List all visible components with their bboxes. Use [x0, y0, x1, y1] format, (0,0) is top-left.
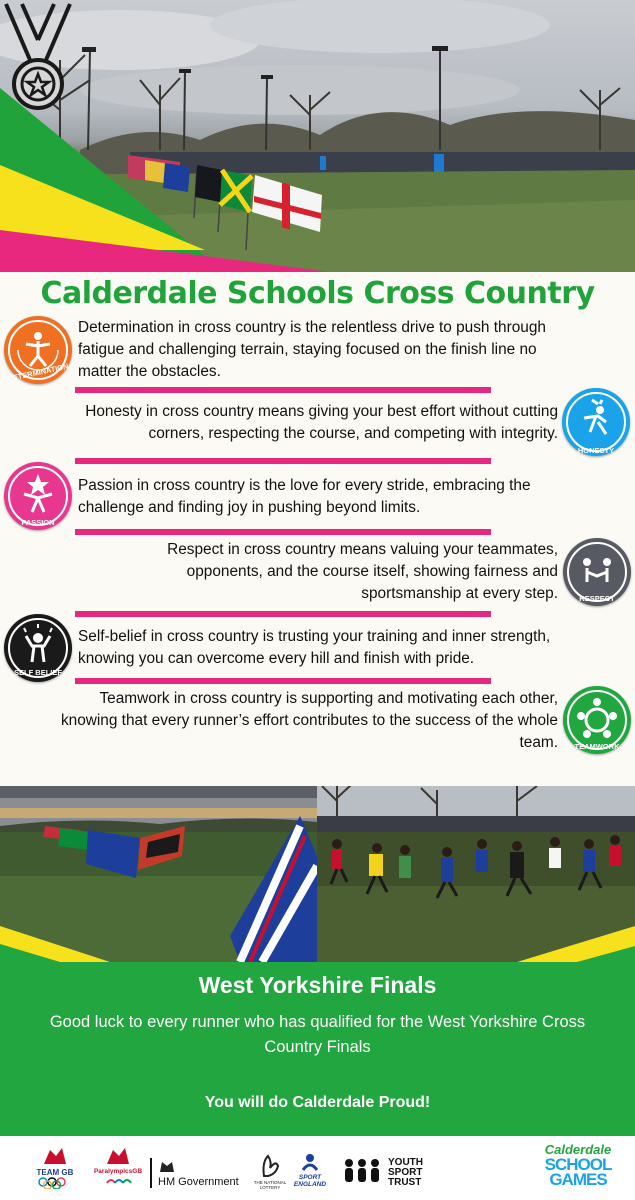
- determination-badge-label: DETERMINATION: [6, 361, 70, 384]
- yst-figures-icon: [342, 1158, 382, 1184]
- divider-5: [75, 678, 491, 684]
- photo-flags: [0, 786, 317, 962]
- paralympics-gb-logo: [90, 1144, 146, 1189]
- respect-text: Respect in cross country means valuing your teammates, opponents, and the course itself, showing fairness and sportsmanship at every step.: [167, 541, 558, 602]
- paralympics-icon: [103, 1144, 133, 1166]
- teamwork-badge-label: TEAMWORK: [574, 742, 620, 751]
- hm-government-logo: [150, 1158, 248, 1188]
- honesty-badge-label: HONESTY: [577, 446, 615, 455]
- hero-scene: [0, 0, 635, 272]
- hm-government-label: HM Government: [158, 1176, 239, 1188]
- team-gb-label: TEAM GB: [36, 1168, 74, 1177]
- divider-2: [75, 458, 491, 464]
- self-belief-text: Self-belief in cross country is trusting your training and inner strength, knowing you can overcome every hill and finish with pride.: [78, 628, 551, 667]
- crest-icon: [158, 1158, 176, 1174]
- sg-line-1: Calderdale: [544, 1142, 612, 1157]
- calderdale-school-games-logo: [528, 1142, 628, 1187]
- hero-photo: [0, 0, 635, 272]
- passion-text: Passion in cross country is the love for every stride, embracing the challenge and finding joy in pushing beyond limits.: [78, 477, 531, 516]
- olympic-rings-icon: [37, 1177, 73, 1189]
- sg-line-2: SCHOOL: [544, 1155, 612, 1174]
- photo-runners: [317, 786, 635, 962]
- team-gb-logo: [30, 1144, 80, 1191]
- finals-panel: [0, 962, 635, 1136]
- sport-england-logo: [290, 1152, 330, 1188]
- medal-icon: [0, 0, 76, 112]
- page-title: Calderdale Schools Cross Country: [40, 276, 595, 311]
- sponsor-logos: [0, 1136, 635, 1200]
- determination-text: Determination in cross country is the relentless drive to push through fatigue and challenging terrain, staying focused on the finish line no matter the obstacles.: [78, 319, 546, 380]
- honesty-text: Honesty in cross country means giving your best effort without cutting corners, respecting the course, and competing with integrity.: [85, 403, 558, 442]
- agitos-icon: [103, 1175, 133, 1187]
- yst-line-1: YOUTH: [388, 1157, 423, 1168]
- divider-4: [75, 611, 491, 617]
- sport-england-icon: [297, 1152, 323, 1172]
- teamwork-text: Teamwork in cross country is supporting and motivating each other, knowing that every runner’s effort contributes to the success of the whole team.: [60, 690, 558, 751]
- crossed-fingers-icon: [256, 1152, 284, 1178]
- national-lottery-label: THE NATIONAL LOTTERY: [253, 1180, 287, 1190]
- divider-1: [75, 387, 491, 393]
- sport-england-label: SPORT ENGLAND: [293, 1174, 327, 1188]
- national-lottery-logo: [252, 1152, 288, 1190]
- yst-line-2: SPORT: [388, 1167, 423, 1178]
- paralympics-label: ParalympicsGB: [93, 1168, 143, 1175]
- sg-line-3: GAMES: [549, 1170, 607, 1189]
- self-belief-badge-label: SELF BELIEF: [14, 668, 62, 677]
- finals-heading: West Yorkshire Finals: [198, 972, 437, 998]
- respect-badge-label: RESPECT: [579, 594, 615, 603]
- divider-3: [75, 529, 491, 535]
- finals-message: Good luck to every runner who has qualified for the West Yorkshire Cross Country Finals: [49, 1013, 586, 1056]
- team-gb-lion-icon: [40, 1144, 70, 1166]
- passion-badge-label: PASSION: [21, 518, 55, 527]
- finals-proud: You will do Calderdale Proud!: [204, 1094, 431, 1111]
- yst-line-3: TRUST: [388, 1177, 422, 1188]
